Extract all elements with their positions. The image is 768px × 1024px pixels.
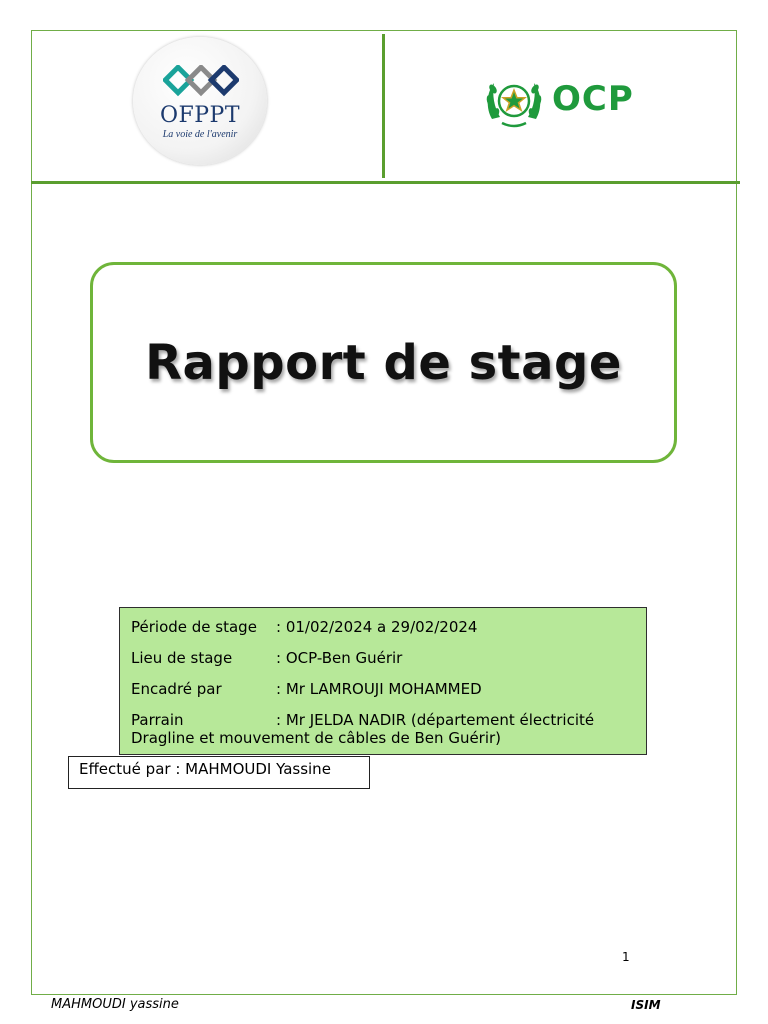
info-label: Parrain [131,711,184,729]
info-row-period [131,612,636,643]
footer-author: MAHMOUDI yassine [51,997,179,1012]
info-value: : Mr JELDA NADIR (département électricité [276,711,595,729]
ofppt-logo [133,37,267,165]
ofppt-name: OFPPT [159,103,241,128]
ocp-emblem-icon [484,73,544,129]
info-sponsor-continuation: Dragline et mouvement de câbles de Ben Guérir) [131,729,502,747]
info-value: : Mr LAMROUJI MOHAMMED [276,680,482,698]
info-value: : 01/02/2024 a 29/02/2024 [276,618,478,636]
ofppt-mark-icon [163,65,239,101]
info-label: Encadré par [131,680,222,698]
header-vertical-divider [382,34,385,178]
header-horizontal-divider [31,181,740,184]
info-row-supervisor [131,674,636,705]
info-value: : OCP-Ben Guérir [276,649,403,667]
report-title: Rapport de stage [145,334,622,391]
page-number: 1 [622,950,630,964]
internship-info-box [119,607,647,755]
ocp-name: OCP [552,79,634,119]
info-row-location [131,643,636,674]
title-box [90,262,677,463]
info-label: Période de stage [131,618,257,636]
ofppt-tagline: La voie de l'avenir [162,129,238,140]
info-label: Lieu de stage [131,649,233,667]
author-box: Effectué par : MAHMOUDI Yassine [68,756,370,789]
footer-institution: ISIM [631,998,661,1012]
